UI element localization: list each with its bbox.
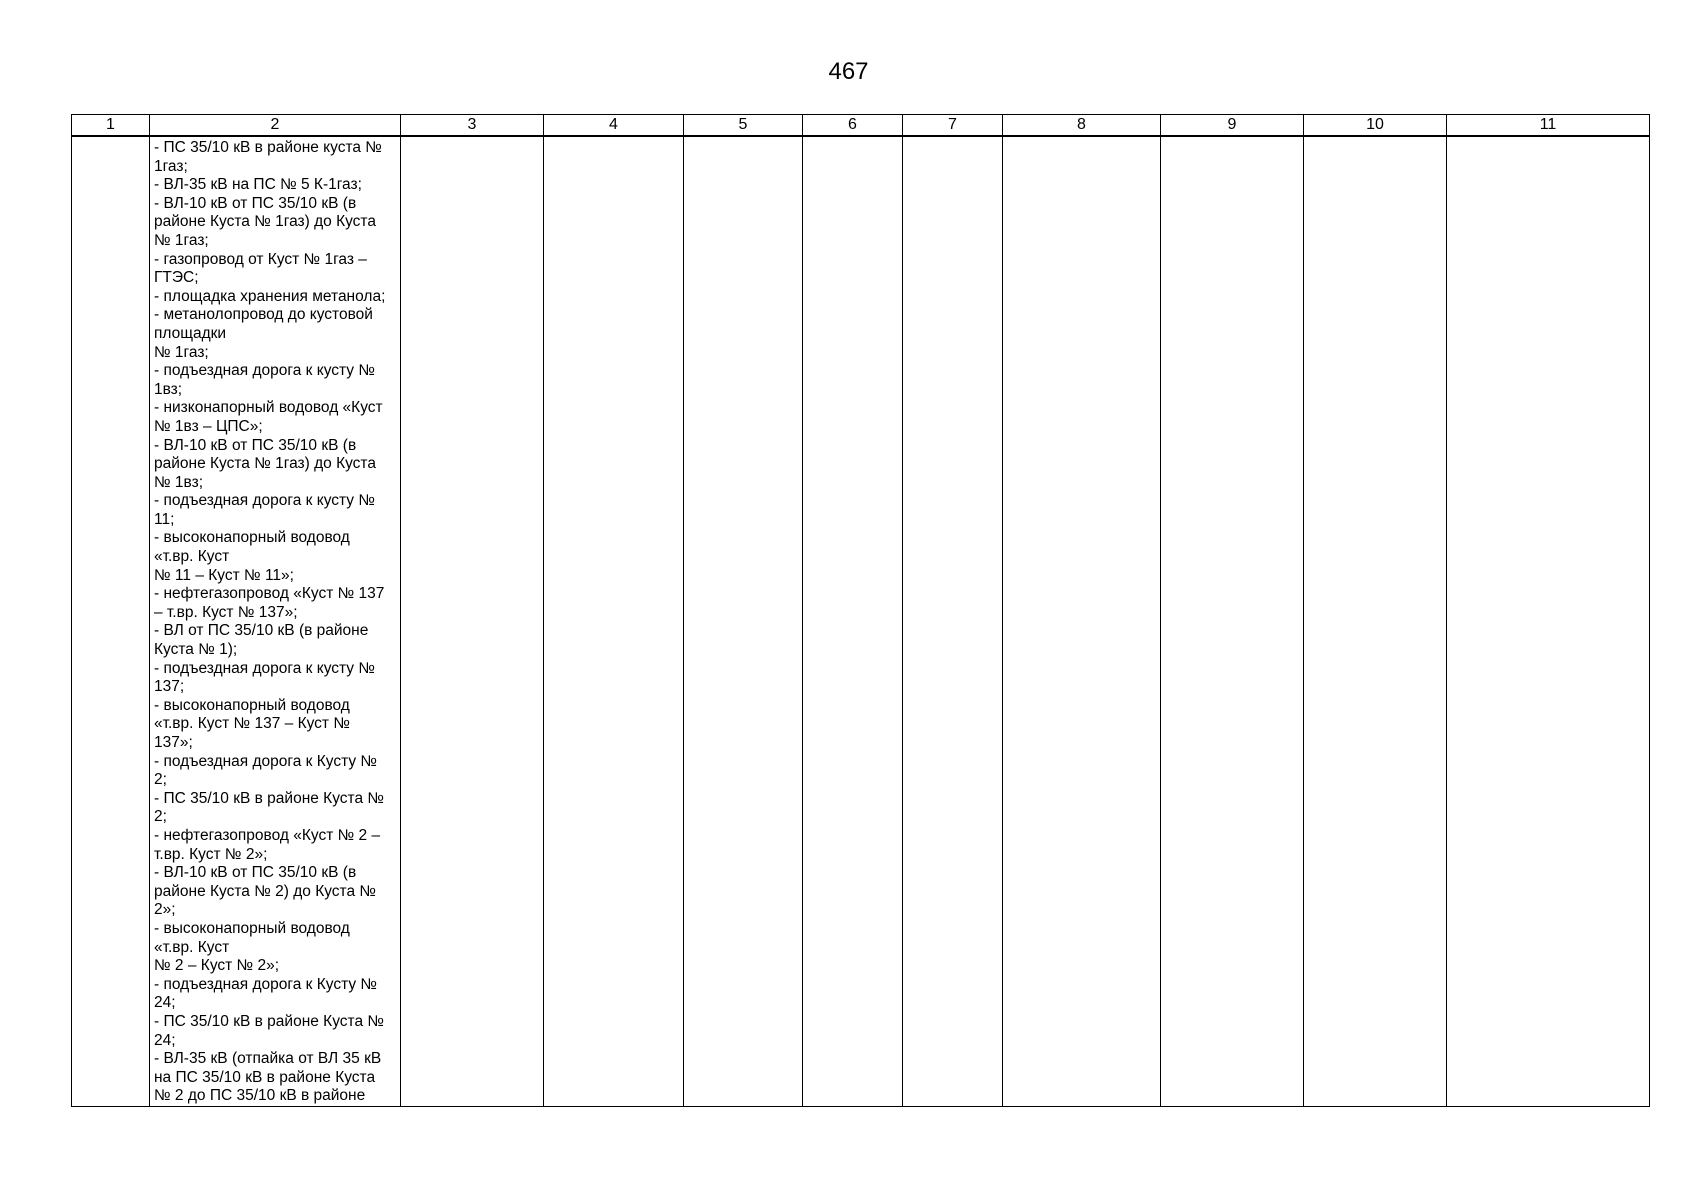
column-header-10: 10	[1304, 115, 1447, 137]
page-number: 467	[828, 58, 869, 85]
cell-col-6	[803, 136, 903, 1106]
cell-col-11	[1447, 136, 1650, 1106]
column-header-2: 2	[150, 115, 401, 137]
table-row	[72, 136, 1650, 1106]
object-list: - ПС 35/10 кВ в районе куста № 1газ; - ВЛ-35 кВ на ПС № 5 К-1газ; - ВЛ-10 кВ от ПС 35/10 кВ (в районе Куста № 1газ) до Куста № 1газ; - газопровод от Куст № 1газ – ГТЭС; - площадка хранения метанола; - метанолопровод до кустовой площадки № 1газ; - подъездная дорога к кусту № 1вз; - низконапорный водовод «Куст № 1вз – ЦПС»; - ВЛ-10 кВ от ПС 35/10 кВ (в районе Куста № 1газ) до Куста № 1вз; - подъездная дорога к кусту № 11; - высоконапорный водовод «т.вр. Куст № 11 – Куст № 11»; - нефтегазопровод «Куст № 137 – т.вр. Куст № 137»; - ВЛ от ПС 35/10 кВ (в районе Куста № 1); - подъездная дорога к кусту № 137; - высоконапорный водовод «т.вр. Куст № 137 – Куст № 137»; - подъездная дорога к Кусту № 2; - ПС 35/10 кВ в районе Куста № 2; - нефтегазопровод «Куст № 2 – т.вр. Куст № 2»; - ВЛ-10 кВ от ПС 35/10 кВ (в районе Куста № 2) до Куста № 2»; - высоконапорный водовод «т.вр. Куст № 2 – Куст № 2»; - подъездная дорога к Кусту № 24; - ПС 35/10 кВ в районе Куста № 24; - ВЛ-35 кВ (отпайка от ВЛ 35 кВ на ПС 35/10 кВ в районе Куста № 2 до ПС 35/10 кВ в районе	[154, 139, 386, 1105]
cell-col-3	[401, 136, 544, 1106]
column-header-1: 1	[72, 115, 150, 137]
column-header-8: 8	[1003, 115, 1161, 137]
column-header-6: 6	[803, 115, 903, 137]
cell-col-9	[1161, 136, 1304, 1106]
cell-col-4	[544, 136, 684, 1106]
column-header-5: 5	[684, 115, 803, 137]
cell-col-8	[1003, 136, 1161, 1106]
header-row	[72, 115, 1650, 137]
cell-col-5	[684, 136, 803, 1106]
cell-col-7	[903, 136, 1003, 1106]
cell-col-2	[150, 136, 401, 1106]
column-header-3: 3	[401, 115, 544, 137]
column-header-9: 9	[1161, 115, 1304, 137]
document-table	[71, 114, 1650, 1107]
cell-col-1	[72, 136, 150, 1106]
cell-col-10	[1304, 136, 1447, 1106]
column-header-11: 11	[1447, 115, 1650, 137]
column-header-7: 7	[903, 115, 1003, 137]
column-header-4: 4	[544, 115, 684, 137]
